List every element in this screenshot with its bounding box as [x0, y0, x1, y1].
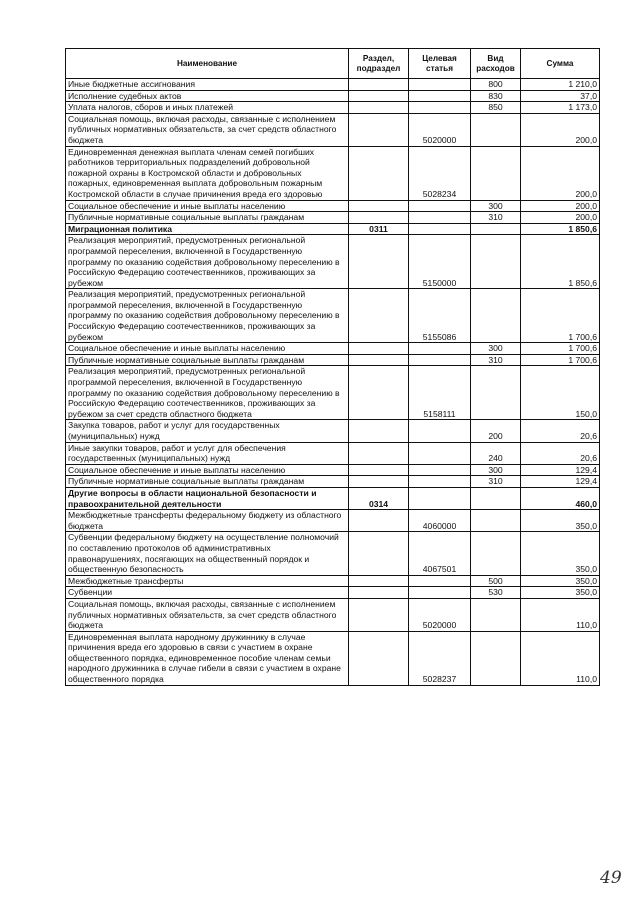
- cell-type: [471, 289, 521, 343]
- cell-name: Уплата налогов, сборов и иных платежей: [66, 102, 349, 114]
- table-header-row: [66, 49, 600, 79]
- cell-section: 0311: [349, 223, 409, 235]
- cell-name: Публичные нормативные социальные выплаты гражданам: [66, 354, 349, 366]
- cell-target: 5020000: [409, 113, 471, 146]
- cell-sum: 110,0: [521, 598, 600, 631]
- budget-table: [65, 48, 600, 686]
- cell-target: 5155086: [409, 289, 471, 343]
- cell-section: [349, 79, 409, 91]
- cell-section: [349, 289, 409, 343]
- cell-target: [409, 90, 471, 102]
- cell-sum: 350,0: [521, 532, 600, 575]
- cell-type: [471, 366, 521, 420]
- cell-target: [409, 420, 471, 442]
- cell-sum: 350,0: [521, 587, 600, 599]
- cell-target: 5150000: [409, 235, 471, 289]
- cell-sum: 1 173,0: [521, 102, 600, 114]
- cell-sum: 129,4: [521, 476, 600, 488]
- cell-target: [409, 223, 471, 235]
- table-row: [66, 113, 600, 146]
- table-row: [66, 343, 600, 355]
- header-sum: Сумма: [521, 49, 600, 79]
- cell-type: 310: [471, 212, 521, 224]
- cell-section: [349, 420, 409, 442]
- cell-section: [349, 90, 409, 102]
- cell-section: [349, 146, 409, 200]
- table-body: [66, 79, 600, 686]
- cell-type: 800: [471, 79, 521, 91]
- cell-target: [409, 476, 471, 488]
- cell-name: Субвенции: [66, 587, 349, 599]
- cell-type: [471, 235, 521, 289]
- cell-sum: 1 700,6: [521, 354, 600, 366]
- cell-name: Реализация мероприятий, предусмотренных региональной программой переселения, включенной в Государственную программу по оказанию содействия добровольному переселению в Российскую Федерацию соотечественников, проживающих за рубежом: [66, 289, 349, 343]
- cell-sum: 20,6: [521, 442, 600, 464]
- cell-name: Миграционная политика: [66, 223, 349, 235]
- cell-section: [349, 212, 409, 224]
- cell-type: [471, 510, 521, 532]
- table-row: [66, 420, 600, 442]
- cell-type: 300: [471, 200, 521, 212]
- cell-type: 850: [471, 102, 521, 114]
- cell-name: Иные закупки товаров, работ и услуг для обеспечения государственных (муниципальных) нужд: [66, 442, 349, 464]
- table-row: [66, 212, 600, 224]
- table-row: [66, 598, 600, 631]
- cell-section: [349, 113, 409, 146]
- cell-target: [409, 79, 471, 91]
- cell-sum: 1 210,0: [521, 79, 600, 91]
- cell-section: [349, 510, 409, 532]
- cell-section: 0314: [349, 487, 409, 509]
- cell-sum: 1 700,6: [521, 289, 600, 343]
- cell-section: [349, 102, 409, 114]
- cell-name: Публичные нормативные социальные выплаты гражданам: [66, 476, 349, 488]
- cell-section: [349, 598, 409, 631]
- header-target: Целевая статья: [409, 49, 471, 79]
- table-row: [66, 200, 600, 212]
- cell-name: Социальная помощь, включая расходы, связанные с исполнением публичных нормативных обязательств, за счет средств областного бюджета: [66, 598, 349, 631]
- table-row: [66, 79, 600, 91]
- cell-target: 5158111: [409, 366, 471, 420]
- cell-type: [471, 146, 521, 200]
- cell-type: 240: [471, 442, 521, 464]
- cell-sum: 200,0: [521, 200, 600, 212]
- cell-type: [471, 113, 521, 146]
- table-row: [66, 442, 600, 464]
- cell-sum: 1 850,6: [521, 223, 600, 235]
- table-row: [66, 487, 600, 509]
- cell-section: [349, 464, 409, 476]
- header-type: Вид расходов: [471, 49, 521, 79]
- page-number: 49: [600, 868, 622, 888]
- table-row: [66, 587, 600, 599]
- header-section: Раздел, подраздел: [349, 49, 409, 79]
- cell-name: Публичные нормативные социальные выплаты гражданам: [66, 212, 349, 224]
- cell-sum: 1 700,6: [521, 343, 600, 355]
- cell-name: Социальное обеспечение и иные выплаты населению: [66, 464, 349, 476]
- cell-section: [349, 366, 409, 420]
- cell-target: 5028237: [409, 631, 471, 685]
- cell-section: [349, 575, 409, 587]
- cell-target: [409, 464, 471, 476]
- cell-section: [349, 587, 409, 599]
- cell-section: [349, 200, 409, 212]
- cell-name: Социальное обеспечение и иные выплаты населению: [66, 343, 349, 355]
- table-row: [66, 631, 600, 685]
- table-row: [66, 102, 600, 114]
- cell-sum: 129,4: [521, 464, 600, 476]
- table-row: [66, 476, 600, 488]
- cell-type: 300: [471, 343, 521, 355]
- cell-section: [349, 235, 409, 289]
- cell-target: 4067501: [409, 532, 471, 575]
- table-row: [66, 289, 600, 343]
- cell-sum: 1 850,6: [521, 235, 600, 289]
- table-row: [66, 354, 600, 366]
- cell-sum: 200,0: [521, 146, 600, 200]
- cell-name: Единовременная выплата народному дружиннику в случае причинения вреда его здоровью в связи с участием в охране общественного порядка, единовременное пособие членам семьи народного дружинника в случае гибели в связи с участием в охране общественного порядка: [66, 631, 349, 685]
- header-name: Наименование: [66, 49, 349, 79]
- cell-section: [349, 442, 409, 464]
- cell-target: [409, 487, 471, 509]
- cell-name: Реализация мероприятий, предусмотренных региональной программой переселения, включенной в Государственную программу по оказанию содействия добровольному переселению в Российскую Федерацию соотечественников, проживающих за рубежом: [66, 235, 349, 289]
- cell-type: 500: [471, 575, 521, 587]
- cell-type: 300: [471, 464, 521, 476]
- cell-type: [471, 532, 521, 575]
- table-row: [66, 90, 600, 102]
- cell-target: 5028234: [409, 146, 471, 200]
- cell-target: [409, 354, 471, 366]
- cell-sum: 460,0: [521, 487, 600, 509]
- cell-type: 310: [471, 354, 521, 366]
- cell-target: [409, 587, 471, 599]
- cell-sum: 200,0: [521, 212, 600, 224]
- cell-name: Реализация мероприятий, предусмотренных региональной программой переселения, включенной в Государственную программу по оказанию содействия добровольному переселению в Российскую Федерацию соотечественников, проживающих за рубежом за счет средств областного бюджета: [66, 366, 349, 420]
- cell-target: [409, 200, 471, 212]
- cell-name: Другие вопросы в области национальной безопасности и правоохранительной деятельности: [66, 487, 349, 509]
- cell-name: Иные бюджетные ассигнования: [66, 79, 349, 91]
- table-row: [66, 532, 600, 575]
- cell-type: [471, 223, 521, 235]
- cell-section: [349, 631, 409, 685]
- cell-section: [349, 343, 409, 355]
- cell-name: Межбюджетные трансферты федеральному бюджету из областного бюджета: [66, 510, 349, 532]
- cell-name: Социальное обеспечение и иные выплаты населению: [66, 200, 349, 212]
- cell-target: [409, 442, 471, 464]
- cell-sum: 150,0: [521, 366, 600, 420]
- cell-name: Субвенции федеральному бюджету на осуществление полномочий по составлению протоколов об административных правонарушениях, посягающих на общественный порядок и общественную безопасность: [66, 532, 349, 575]
- cell-type: [471, 487, 521, 509]
- cell-sum: 200,0: [521, 113, 600, 146]
- cell-target: [409, 212, 471, 224]
- table-row: [66, 510, 600, 532]
- cell-type: [471, 631, 521, 685]
- cell-name: Социальная помощь, включая расходы, связанные с исполнением публичных нормативных обязательств, за счет средств областного бюджета: [66, 113, 349, 146]
- cell-type: 310: [471, 476, 521, 488]
- cell-name: Межбюджетные трансферты: [66, 575, 349, 587]
- table-row: [66, 146, 600, 200]
- cell-sum: 350,0: [521, 575, 600, 587]
- cell-target: [409, 102, 471, 114]
- cell-section: [349, 476, 409, 488]
- table-row: [66, 366, 600, 420]
- cell-name: Единовременная денежная выплата членам семей погибших работников территориальных подразделений добровольной пожарной охраны в Костромской области и добровольных пожарных, единовременная выплата добровольным пожарным Костромской области в случае причинения вреда его здоровью: [66, 146, 349, 200]
- cell-target: [409, 575, 471, 587]
- cell-name: Закупка товаров, работ и услуг для государственных (муниципальных) нужд: [66, 420, 349, 442]
- cell-target: [409, 343, 471, 355]
- cell-type: 830: [471, 90, 521, 102]
- cell-type: [471, 598, 521, 631]
- cell-target: 5020000: [409, 598, 471, 631]
- cell-section: [349, 532, 409, 575]
- cell-name: Исполнение судебных актов: [66, 90, 349, 102]
- table-row: [66, 464, 600, 476]
- cell-sum: 37,0: [521, 90, 600, 102]
- cell-section: [349, 354, 409, 366]
- table-row: [66, 575, 600, 587]
- cell-sum: 350,0: [521, 510, 600, 532]
- table-row: [66, 235, 600, 289]
- cell-target: 4060000: [409, 510, 471, 532]
- table-row: [66, 223, 600, 235]
- cell-sum: 110,0: [521, 631, 600, 685]
- cell-type: 200: [471, 420, 521, 442]
- cell-type: 530: [471, 587, 521, 599]
- cell-sum: 20,6: [521, 420, 600, 442]
